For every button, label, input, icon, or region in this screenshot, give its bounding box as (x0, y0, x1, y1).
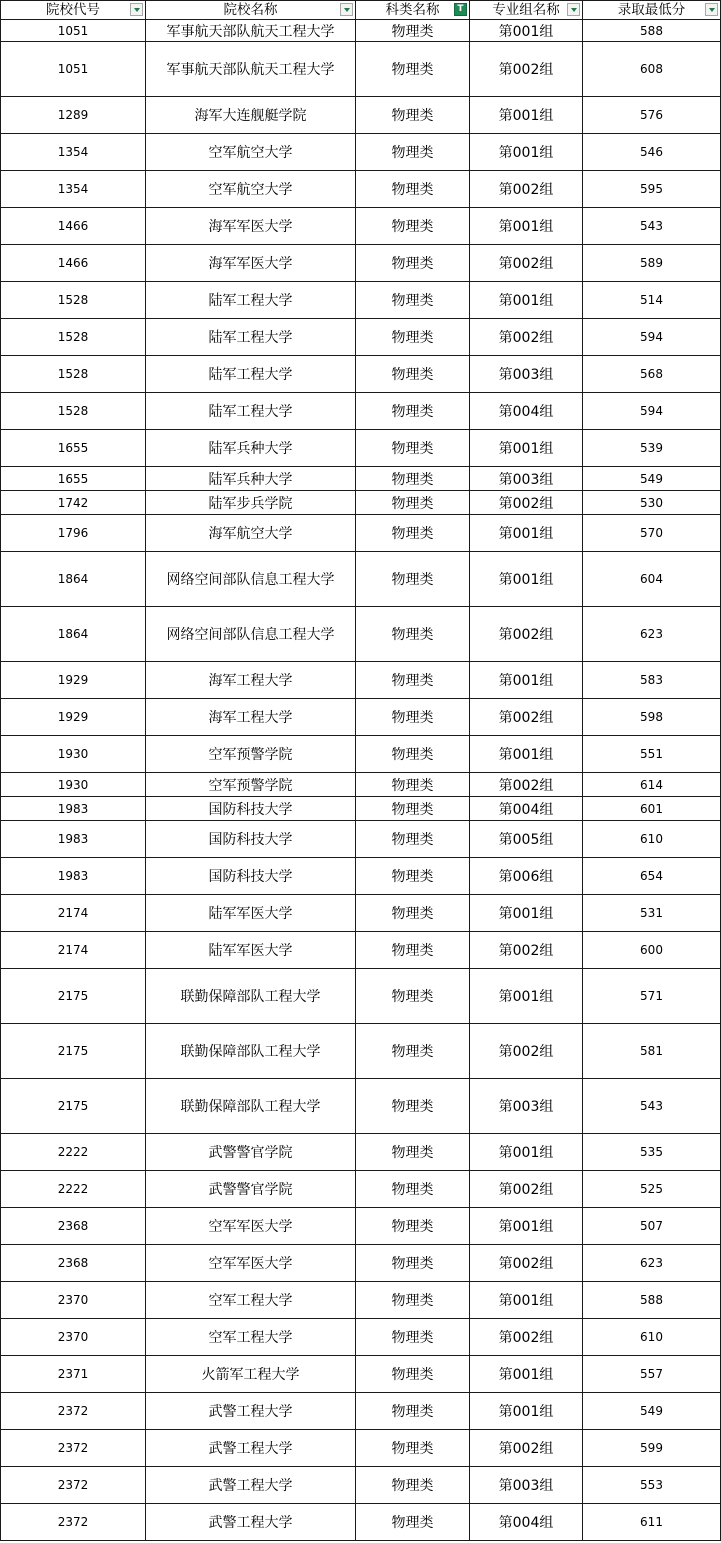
cell-subject-category[interactable]: 物理类 (356, 858, 470, 895)
cell-school-name[interactable]: 联勤保障部队工程大学 (146, 969, 356, 1024)
table-row[interactable] (1, 467, 721, 491)
header-major-group[interactable] (470, 1, 583, 20)
header-school-name[interactable] (146, 1, 356, 20)
cell-school-name[interactable]: 海军大连舰艇学院 (146, 97, 356, 134)
header-label: 专业组名称 (492, 2, 560, 18)
cell-school-name[interactable]: 国防科技大学 (146, 858, 356, 895)
cell-school-name[interactable]: 空军预警学院 (146, 736, 356, 773)
cell-school-name[interactable]: 军事航天部队航天工程大学 (146, 20, 356, 42)
cell-school-code[interactable]: 2175 (1, 1079, 146, 1134)
cell-major-group[interactable]: 第003组 (470, 1467, 583, 1504)
cell-school-name[interactable]: 陆军兵种大学 (146, 467, 356, 491)
cell-school-code[interactable]: 1864 (1, 552, 146, 607)
cell-min-score[interactable]: 598 (583, 699, 721, 736)
cell-major-group[interactable]: 第001组 (470, 1208, 583, 1245)
cell-subject-category[interactable]: 物理类 (356, 97, 470, 134)
table-row[interactable] (1, 1467, 721, 1504)
cell-school-name[interactable]: 陆军工程大学 (146, 356, 356, 393)
cell-school-code[interactable]: 1051 (1, 42, 146, 97)
cell-school-name[interactable]: 陆军工程大学 (146, 393, 356, 430)
cell-school-name[interactable]: 空军预警学院 (146, 773, 356, 797)
header-label: 科类名称 (385, 2, 440, 18)
cell-major-group[interactable]: 第006组 (470, 858, 583, 895)
filter-dropdown-icon[interactable] (705, 3, 718, 16)
cell-subject-category[interactable]: 物理类 (356, 491, 470, 515)
cell-major-group[interactable]: 第004组 (470, 797, 583, 821)
cell-major-group[interactable]: 第001组 (470, 208, 583, 245)
cell-subject-category[interactable]: 物理类 (356, 736, 470, 773)
cell-major-group[interactable]: 第001组 (470, 515, 583, 552)
cell-min-score[interactable]: 583 (583, 662, 721, 699)
cell-major-group[interactable]: 第001组 (470, 1356, 583, 1393)
cell-school-code[interactable]: 1983 (1, 797, 146, 821)
cell-min-score[interactable]: 588 (583, 20, 721, 42)
cell-min-score[interactable]: 576 (583, 97, 721, 134)
cell-school-name[interactable]: 武警工程大学 (146, 1393, 356, 1430)
cell-min-score[interactable]: 601 (583, 797, 721, 821)
cell-school-name[interactable]: 武警警官学院 (146, 1134, 356, 1171)
cell-subject-category[interactable]: 物理类 (356, 1393, 470, 1430)
cell-subject-category[interactable]: 物理类 (356, 821, 470, 858)
cell-subject-category[interactable]: 物理类 (356, 356, 470, 393)
cell-subject-category[interactable]: 物理类 (356, 1024, 470, 1079)
cell-school-code[interactable]: 2370 (1, 1282, 146, 1319)
table-row[interactable] (1, 797, 721, 821)
cell-school-name[interactable]: 空军工程大学 (146, 1319, 356, 1356)
cell-major-group[interactable]: 第002组 (470, 171, 583, 208)
cell-min-score[interactable]: 594 (583, 319, 721, 356)
cell-min-score[interactable]: 530 (583, 491, 721, 515)
cell-major-group[interactable]: 第002组 (470, 1245, 583, 1282)
cell-min-score[interactable]: 543 (583, 208, 721, 245)
table-row[interactable] (1, 662, 721, 699)
cell-school-code[interactable]: 1528 (1, 282, 146, 319)
table-row[interactable] (1, 491, 721, 515)
cell-school-code[interactable]: 1864 (1, 607, 146, 662)
cell-school-name[interactable]: 空军工程大学 (146, 1282, 356, 1319)
table-row[interactable] (1, 607, 721, 662)
cell-school-name[interactable]: 火箭军工程大学 (146, 1356, 356, 1393)
cell-school-name[interactable]: 陆军工程大学 (146, 282, 356, 319)
table-row[interactable] (1, 1208, 721, 1245)
table-row[interactable] (1, 1245, 721, 1282)
table-row[interactable] (1, 736, 721, 773)
cell-major-group[interactable]: 第001组 (470, 134, 583, 171)
cell-subject-category[interactable]: 物理类 (356, 1282, 470, 1319)
cell-min-score[interactable]: 539 (583, 430, 721, 467)
cell-major-group[interactable]: 第003组 (470, 1079, 583, 1134)
cell-subject-category[interactable]: 物理类 (356, 1134, 470, 1171)
table-row[interactable] (1, 282, 721, 319)
table-row[interactable] (1, 319, 721, 356)
cell-major-group[interactable]: 第001组 (470, 895, 583, 932)
cell-min-score[interactable]: 589 (583, 245, 721, 282)
cell-subject-category[interactable]: 物理类 (356, 1504, 470, 1541)
cell-school-name[interactable]: 网络空间部队信息工程大学 (146, 607, 356, 662)
cell-school-code[interactable]: 2372 (1, 1430, 146, 1467)
table-row[interactable] (1, 208, 721, 245)
table-row[interactable] (1, 20, 721, 42)
table-row[interactable] (1, 858, 721, 895)
table-row[interactable] (1, 552, 721, 607)
cell-subject-category[interactable]: 物理类 (356, 552, 470, 607)
cell-min-score[interactable]: 568 (583, 356, 721, 393)
cell-school-code[interactable]: 2174 (1, 932, 146, 969)
table-row[interactable] (1, 1282, 721, 1319)
cell-major-group[interactable]: 第005组 (470, 821, 583, 858)
table-row[interactable] (1, 171, 721, 208)
cell-min-score[interactable]: 623 (583, 1245, 721, 1282)
cell-min-score[interactable]: 549 (583, 467, 721, 491)
cell-school-code[interactable]: 1528 (1, 319, 146, 356)
table-row[interactable] (1, 895, 721, 932)
cell-min-score[interactable]: 525 (583, 1171, 721, 1208)
cell-school-name[interactable]: 武警工程大学 (146, 1504, 356, 1541)
table-row[interactable] (1, 515, 721, 552)
cell-school-name[interactable]: 武警工程大学 (146, 1467, 356, 1504)
cell-major-group[interactable]: 第001组 (470, 662, 583, 699)
table-row[interactable] (1, 430, 721, 467)
cell-min-score[interactable]: 654 (583, 858, 721, 895)
cell-school-code[interactable]: 1466 (1, 208, 146, 245)
cell-subject-category[interactable]: 物理类 (356, 208, 470, 245)
cell-subject-category[interactable]: 物理类 (356, 42, 470, 97)
header-label: 录取最低分 (617, 2, 686, 18)
cell-min-score[interactable]: 623 (583, 607, 721, 662)
table-row[interactable] (1, 134, 721, 171)
cell-min-score[interactable]: 600 (583, 932, 721, 969)
cell-school-code[interactable]: 1930 (1, 736, 146, 773)
cell-min-score[interactable]: 514 (583, 282, 721, 319)
cell-min-score[interactable]: 595 (583, 171, 721, 208)
cell-major-group[interactable]: 第002组 (470, 699, 583, 736)
cell-school-code[interactable]: 1354 (1, 171, 146, 208)
cell-major-group[interactable]: 第001组 (470, 736, 583, 773)
cell-major-group[interactable]: 第002组 (470, 1430, 583, 1467)
header-label: 院校名称 (223, 2, 278, 18)
cell-school-name[interactable]: 空军航空大学 (146, 171, 356, 208)
table-row[interactable] (1, 356, 721, 393)
cell-major-group[interactable]: 第002组 (470, 1024, 583, 1079)
table-row[interactable] (1, 245, 721, 282)
filter-active-icon[interactable]: T (454, 3, 467, 16)
cell-major-group[interactable]: 第002组 (470, 1319, 583, 1356)
cell-min-score[interactable]: 610 (583, 1319, 721, 1356)
cell-school-code[interactable]: 1655 (1, 430, 146, 467)
cell-subject-category[interactable]: 物理类 (356, 171, 470, 208)
cell-school-code[interactable]: 1466 (1, 245, 146, 282)
cell-min-score[interactable]: 570 (583, 515, 721, 552)
cell-min-score[interactable]: 571 (583, 969, 721, 1024)
cell-school-code[interactable]: 2368 (1, 1208, 146, 1245)
cell-school-name[interactable]: 空军军医大学 (146, 1208, 356, 1245)
cell-subject-category[interactable]: 物理类 (356, 282, 470, 319)
cell-school-name[interactable]: 空军军医大学 (146, 1245, 356, 1282)
cell-school-code[interactable]: 1051 (1, 20, 146, 42)
cell-major-group[interactable]: 第001组 (470, 430, 583, 467)
cell-subject-category[interactable]: 物理类 (356, 1171, 470, 1208)
cell-school-code[interactable]: 1796 (1, 515, 146, 552)
table-row[interactable] (1, 969, 721, 1024)
cell-min-score[interactable]: 543 (583, 1079, 721, 1134)
table-row[interactable] (1, 1134, 721, 1171)
cell-min-score[interactable]: 608 (583, 42, 721, 97)
cell-school-name[interactable]: 海军工程大学 (146, 662, 356, 699)
cell-major-group[interactable]: 第002组 (470, 1171, 583, 1208)
table-row[interactable] (1, 773, 721, 797)
cell-subject-category[interactable]: 物理类 (356, 1245, 470, 1282)
cell-subject-category[interactable]: 物理类 (356, 607, 470, 662)
cell-subject-category[interactable]: 物理类 (356, 932, 470, 969)
cell-school-code[interactable]: 1354 (1, 134, 146, 171)
cell-school-code[interactable]: 1983 (1, 821, 146, 858)
cell-subject-category[interactable]: 物理类 (356, 467, 470, 491)
cell-subject-category[interactable]: 物理类 (356, 515, 470, 552)
cell-min-score[interactable]: 611 (583, 1504, 721, 1541)
cell-school-name[interactable]: 陆军军医大学 (146, 932, 356, 969)
table-row[interactable] (1, 1079, 721, 1134)
cell-school-name[interactable]: 海军航空大学 (146, 515, 356, 552)
cell-school-name[interactable]: 联勤保障部队工程大学 (146, 1079, 356, 1134)
cell-min-score[interactable]: 531 (583, 895, 721, 932)
cell-major-group[interactable]: 第001组 (470, 20, 583, 42)
cell-min-score[interactable]: 604 (583, 552, 721, 607)
cell-subject-category[interactable]: 物理类 (356, 1319, 470, 1356)
cell-school-code[interactable]: 1929 (1, 699, 146, 736)
cell-major-group[interactable]: 第004组 (470, 393, 583, 430)
table-row[interactable] (1, 1024, 721, 1079)
cell-subject-category[interactable]: 物理类 (356, 895, 470, 932)
cell-subject-category[interactable]: 物理类 (356, 393, 470, 430)
cell-major-group[interactable]: 第001组 (470, 969, 583, 1024)
cell-subject-category[interactable]: 物理类 (356, 245, 470, 282)
cell-school-code[interactable]: 2370 (1, 1319, 146, 1356)
cell-min-score[interactable]: 535 (583, 1134, 721, 1171)
cell-major-group[interactable]: 第004组 (470, 1504, 583, 1541)
table-body (1, 20, 721, 1541)
cell-min-score[interactable]: 557 (583, 1356, 721, 1393)
cell-major-group[interactable]: 第001组 (470, 1134, 583, 1171)
cell-major-group[interactable]: 第002组 (470, 932, 583, 969)
cell-major-group[interactable]: 第003组 (470, 356, 583, 393)
filter-dropdown-icon[interactable] (567, 3, 580, 16)
cell-subject-category[interactable]: 物理类 (356, 1467, 470, 1504)
cell-major-group[interactable]: 第001组 (470, 282, 583, 319)
cell-major-group[interactable]: 第002组 (470, 773, 583, 797)
cell-min-score[interactable]: 594 (583, 393, 721, 430)
cell-major-group[interactable]: 第002组 (470, 607, 583, 662)
cell-school-code[interactable]: 1528 (1, 393, 146, 430)
cell-major-group[interactable]: 第001组 (470, 97, 583, 134)
cell-school-name[interactable]: 陆军军医大学 (146, 895, 356, 932)
cell-subject-category[interactable]: 物理类 (356, 1208, 470, 1245)
cell-subject-category[interactable]: 物理类 (356, 134, 470, 171)
cell-subject-category[interactable]: 物理类 (356, 1356, 470, 1393)
cell-school-code[interactable]: 2372 (1, 1504, 146, 1541)
cell-school-code[interactable]: 1742 (1, 491, 146, 515)
table-row[interactable] (1, 1319, 721, 1356)
cell-min-score[interactable]: 507 (583, 1208, 721, 1245)
cell-subject-category[interactable]: 物理类 (356, 773, 470, 797)
table-row[interactable] (1, 97, 721, 134)
header-label: 院校代号 (46, 2, 100, 18)
cell-school-code[interactable]: 2174 (1, 895, 146, 932)
header-subject-category[interactable] (356, 1, 470, 20)
cell-school-name[interactable]: 武警警官学院 (146, 1171, 356, 1208)
cell-school-code[interactable]: 2372 (1, 1393, 146, 1430)
cell-min-score[interactable]: 551 (583, 736, 721, 773)
cell-min-score[interactable]: 549 (583, 1393, 721, 1430)
cell-major-group[interactable]: 第002组 (470, 491, 583, 515)
cell-min-score[interactable]: 581 (583, 1024, 721, 1079)
cell-subject-category[interactable]: 物理类 (356, 20, 470, 42)
cell-school-name[interactable]: 武警工程大学 (146, 1430, 356, 1467)
cell-school-code[interactable]: 2222 (1, 1134, 146, 1171)
cell-school-name[interactable]: 空军航空大学 (146, 134, 356, 171)
cell-subject-category[interactable]: 物理类 (356, 430, 470, 467)
cell-school-code[interactable]: 1289 (1, 97, 146, 134)
cell-subject-category[interactable]: 物理类 (356, 1079, 470, 1134)
header-min-score[interactable] (583, 1, 721, 20)
cell-major-group[interactable]: 第002组 (470, 42, 583, 97)
cell-school-code[interactable]: 2371 (1, 1356, 146, 1393)
table-row[interactable] (1, 1504, 721, 1541)
cell-major-group[interactable]: 第001组 (470, 1393, 583, 1430)
cell-school-code[interactable]: 1929 (1, 662, 146, 699)
cell-major-group[interactable]: 第001组 (470, 1282, 583, 1319)
cell-school-code[interactable]: 2175 (1, 969, 146, 1024)
cell-school-name[interactable]: 联勤保障部队工程大学 (146, 1024, 356, 1079)
cell-subject-category[interactable]: 物理类 (356, 319, 470, 356)
header-school-code[interactable] (1, 1, 146, 20)
table-row[interactable] (1, 1356, 721, 1393)
cell-major-group[interactable]: 第002组 (470, 245, 583, 282)
table-row[interactable] (1, 1171, 721, 1208)
cell-school-name[interactable]: 海军军医大学 (146, 245, 356, 282)
cell-min-score[interactable]: 610 (583, 821, 721, 858)
cell-min-score[interactable]: 614 (583, 773, 721, 797)
cell-school-name[interactable]: 国防科技大学 (146, 797, 356, 821)
table-row[interactable] (1, 42, 721, 97)
cell-major-group[interactable]: 第003组 (470, 467, 583, 491)
cell-subject-category[interactable]: 物理类 (356, 699, 470, 736)
cell-school-name[interactable]: 军事航天部队航天工程大学 (146, 42, 356, 97)
cell-school-code[interactable]: 2368 (1, 1245, 146, 1282)
cell-school-code[interactable]: 1930 (1, 773, 146, 797)
table-row[interactable] (1, 699, 721, 736)
cell-subject-category[interactable]: 物理类 (356, 662, 470, 699)
filter-dropdown-icon[interactable] (340, 3, 353, 16)
cell-school-name[interactable]: 陆军工程大学 (146, 319, 356, 356)
table-row[interactable] (1, 821, 721, 858)
table-row[interactable] (1, 932, 721, 969)
cell-min-score[interactable]: 599 (583, 1430, 721, 1467)
table-row[interactable] (1, 1430, 721, 1467)
cell-school-name[interactable]: 陆军步兵学院 (146, 491, 356, 515)
cell-subject-category[interactable]: 物理类 (356, 969, 470, 1024)
cell-school-code[interactable]: 1983 (1, 858, 146, 895)
cell-school-code[interactable]: 2222 (1, 1171, 146, 1208)
cell-school-name[interactable]: 网络空间部队信息工程大学 (146, 552, 356, 607)
cell-school-name[interactable]: 陆军兵种大学 (146, 430, 356, 467)
table-row[interactable] (1, 1393, 721, 1430)
cell-major-group[interactable]: 第002组 (470, 319, 583, 356)
cell-subject-category[interactable]: 物理类 (356, 1430, 470, 1467)
cell-school-name[interactable]: 海军军医大学 (146, 208, 356, 245)
cell-subject-category[interactable]: 物理类 (356, 797, 470, 821)
cell-school-code[interactable]: 2372 (1, 1467, 146, 1504)
cell-school-code[interactable]: 1528 (1, 356, 146, 393)
cell-school-code[interactable]: 1655 (1, 467, 146, 491)
cell-school-code[interactable]: 2175 (1, 1024, 146, 1079)
cell-min-score[interactable]: 546 (583, 134, 721, 171)
header-row (1, 1, 721, 20)
cell-school-name[interactable]: 国防科技大学 (146, 821, 356, 858)
table-row[interactable] (1, 393, 721, 430)
cell-min-score[interactable]: 553 (583, 1467, 721, 1504)
cell-min-score[interactable]: 588 (583, 1282, 721, 1319)
filter-dropdown-icon[interactable] (130, 3, 143, 16)
cell-school-name[interactable]: 海军工程大学 (146, 699, 356, 736)
cell-major-group[interactable]: 第001组 (470, 552, 583, 607)
